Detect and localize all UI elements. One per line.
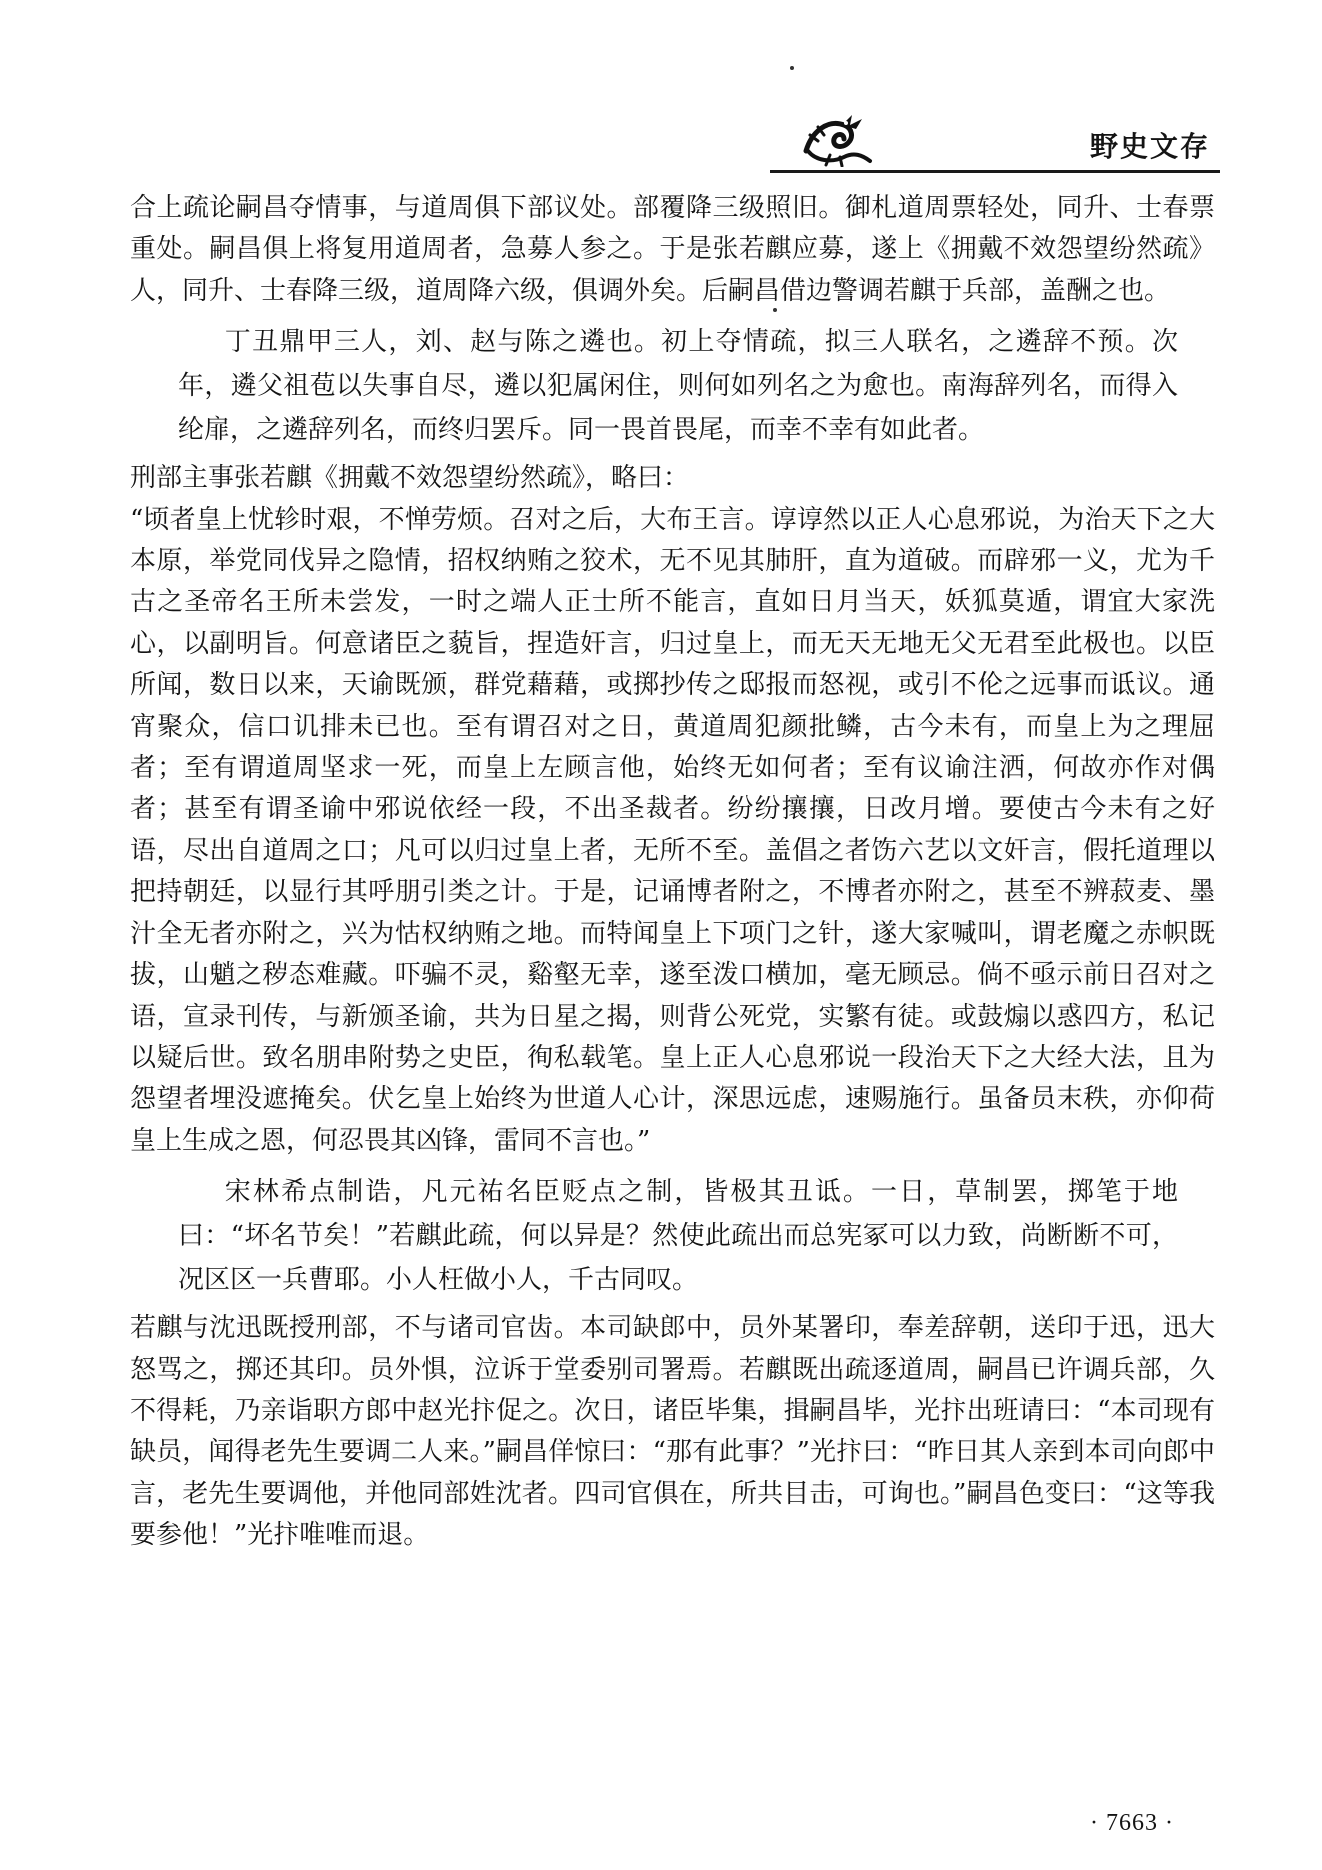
body-text [130,188,1215,1557]
commentary-paragraph: 宋林希点制诰，凡元祐名臣贬点之制，皆极其丑诋。一日，草制罢，掷笔于地曰：“坏名节矣！”若麒此疏，何以异是？然使此疏出而总宪冢可以力致，尚断断不可，况区区一兵曹耶。小人枉做小人，千古同叹。 [178,1177,1178,1296]
paragraph: 若麒与沈迅既授刑部，不与诸司官齿。本司缺郎中，员外某署印，奉差辞朝，送印于迅，迅大怒骂之，掷还其印。员外惧，泣诉于堂委别司署焉。若麒既出疏逐道周，嗣昌已许调兵部，久不得耗，乃亲诣职方郎中赵光抃促之。次日，诸臣毕集，揖嗣昌毕，光抃出班请曰：“本司现有缺员，闻得老先生要调二人来。”嗣昌佯惊曰：“那有此事？”光抃曰：“昨日其人亲到本司向郎中言，老先生要调他，并他同部姓沈者。四司官俱在，所共目击，可询也。”嗣昌色变曰：“这等我要参他！”光抃唯唯而退。 [130,1313,1215,1551]
header-title: 野史文存 [1089,130,1210,163]
page-number: · 7663 · [1090,1810,1174,1836]
stray-mark [790,66,794,70]
header-rule [770,170,1220,173]
quoted-memorial: “顷者皇上忧轸时艰，不惮劳烦。召对之后，大布王言。谆谆然以正人心息邪说，为治天下之大本原，举党同伐异之隐情，招权纳贿之狡术，无不见其肺肝，直为道破。而辟邪一义，尤为千古之圣帝名王所未尝发，一时之端人正士所不能言，直如日月当天，妖狐莫遁，谓宜大家洗心，以副明旨。何意诸臣之藐旨，捏造奸言，归过皇上，而无天无地无父无君至此极也。以臣所闻，数日以来，天谕既颁，群党藉藉，或掷抄传之邸报而怒视，或引不伦之远事而诋议。通宵聚众，信口讥排未已也。至有谓召对之日，黄道周犯颜批鳞，古今未有，而皇上为之理屈者；至有谓道周坚求一死，而皇上左顾言他，始终无如何者；至有议谕注洒，何故亦作对偶者；甚至有谓圣谕中邪说依经一段，不出圣裁者。纷纷攘攘，日改月增。要使古今未有之好语，尽出自道周之口；凡可以归过皇上者，无所不至。盖倡之者饬六艺以文奸言，假托道理以把持朝廷，以显行其呼朋引类之计。于是，记诵博者附之，不博者亦附之，甚至不辨菽麦、墨汁全无者亦附之，兴为怙权纳贿之地。而特闻皇上下项门之针，遂大家喊叫，谓老魔之赤帜既拔，山魈之秽态难藏。吓骗不灵，谿壑无幸，遂至泼口横加，毫无顾忌。倘不亟示前日召对之语，宣录刊传，与新颁圣谕，共为日星之揭，则背公死党，实繁有徒。或鼓煽以惑四方，私记以疑后世。致名朋串附势之史臣，徇私载笔。皇上正人心息邪说一段治天下之大经大法，且为怨望者埋没遮掩矣。伏乞皇上始终为世道人心计，深思远虑，速赐施行。虽备员末秩，亦仰荷皇上生成之恩，何忍畏其凶锋，雷同不言也。” [130,504,1215,1156]
dragon-emblem-icon [798,111,878,167]
paragraph: 刑部主事张若麒《拥戴不效怨望纷然疏》，略曰： [130,463,690,494]
page-header [770,105,1220,173]
paragraph: 合上疏论嗣昌夺情事，与道周俱下部议处。部覆降三级照旧。御札道周票轻处，同升、士春票重处。嗣昌俱上将复用道周者，急募人参之。于是张若麒应募，遂上《拥戴不效怨望纷然疏》人，同升、士春降三级，道周降六级，俱调外矣。后嗣昌借边警调若麒于兵部，盖酬之也。 [130,193,1215,306]
commentary-paragraph: 丁丑鼎甲三人，刘、赵与陈之遴也。初上夺情疏，拟三人联名，之遴辞不预。次年，遴父祖苞以失事自尽，遴以犯属闲住，则何如列名之为愈也。南海辞列名，而得入纶扉，之遴辞列名，而终归罢斥。同一畏首畏尾，而幸不幸有如此者。 [178,327,1178,446]
